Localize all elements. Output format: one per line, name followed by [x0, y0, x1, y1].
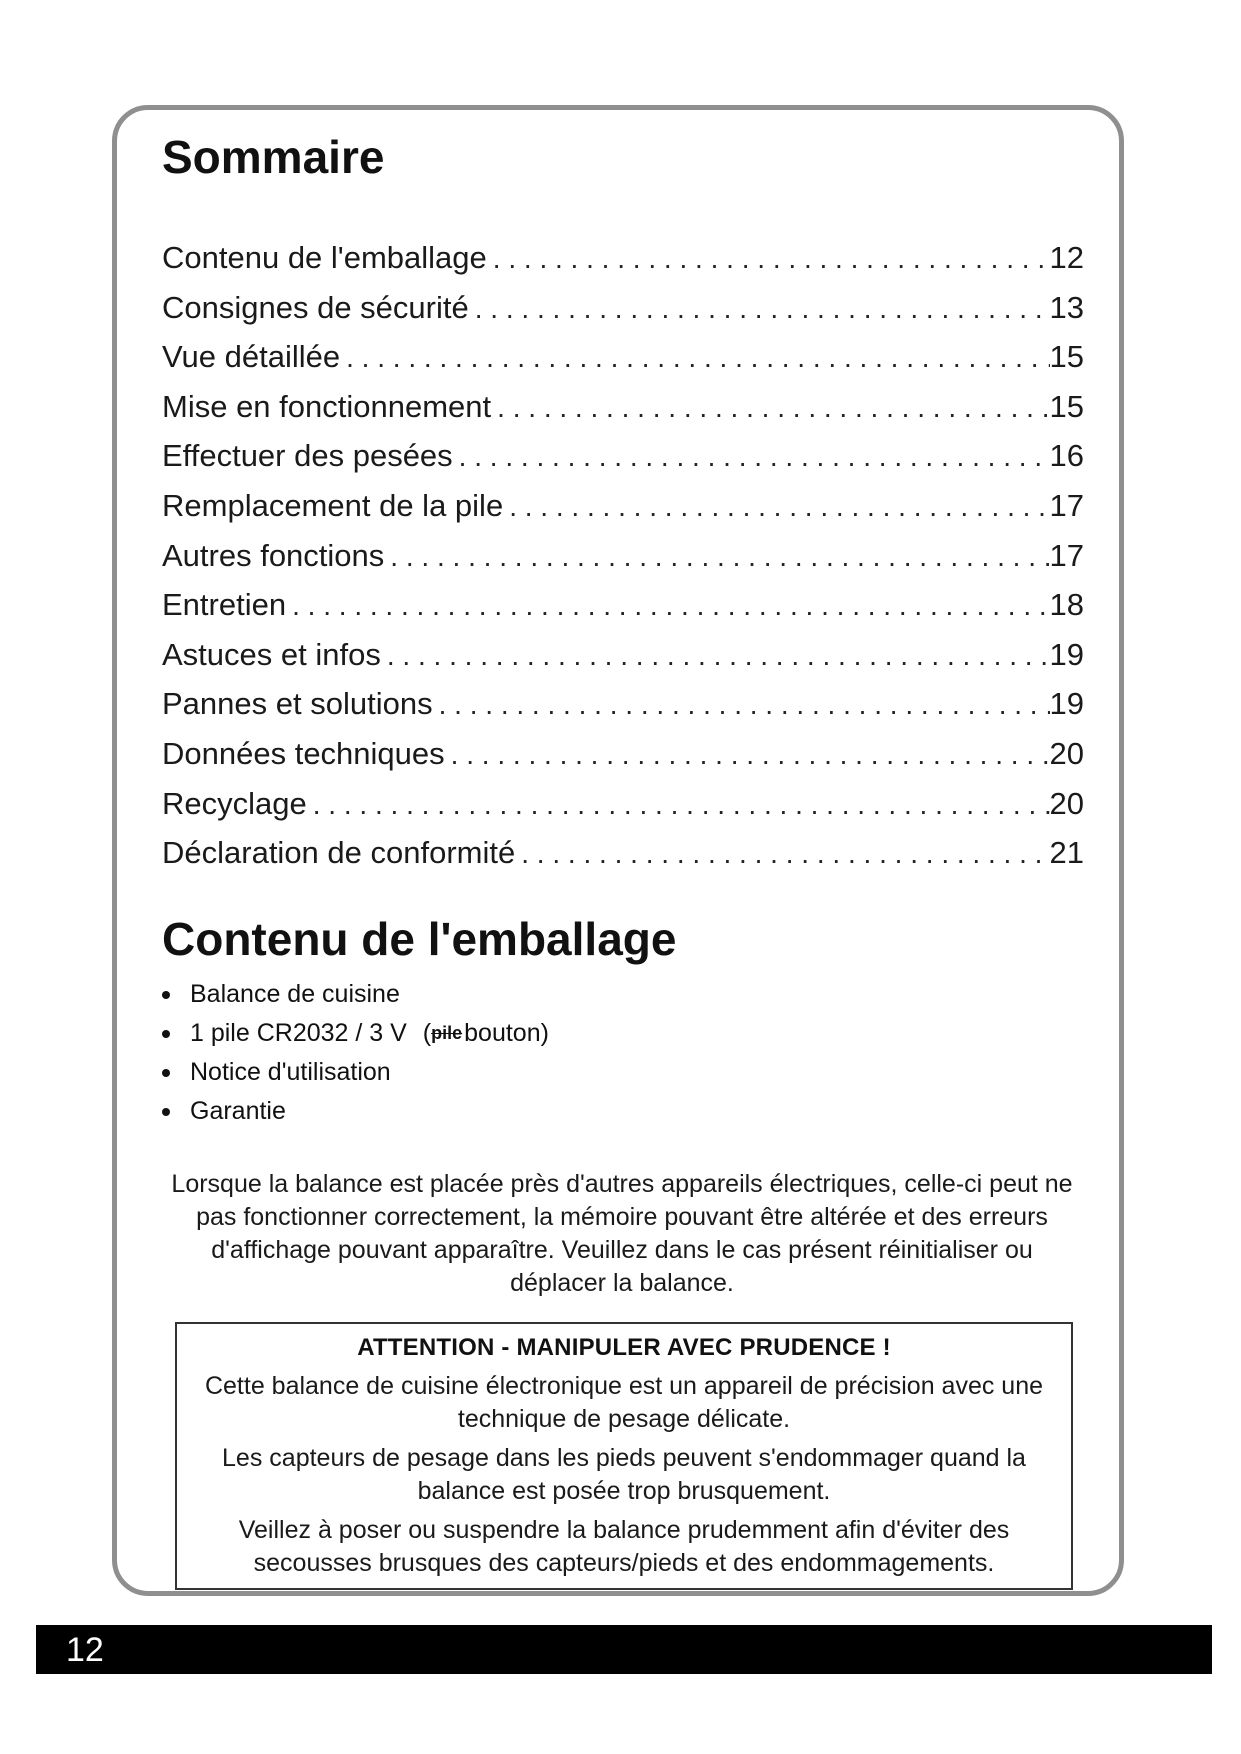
toc-leader-dots — [521, 838, 1049, 870]
bullet-icon — [162, 991, 170, 999]
list-item — [162, 1014, 549, 1053]
toc-leader-dots — [493, 243, 1050, 275]
toc-entry — [162, 488, 1084, 538]
toc-entry-label: Recyclage — [162, 785, 307, 821]
list-item — [162, 1092, 549, 1131]
toc-entry — [162, 240, 1084, 290]
toc-entry — [162, 389, 1084, 439]
toc-entry-label: Consignes de sécurité — [162, 289, 469, 325]
toc-entry-label: Remplacement de la pile — [162, 487, 504, 523]
toc-leader-dots — [346, 342, 1049, 374]
toc-leader-dots — [509, 491, 1049, 523]
toc-leader-dots — [459, 441, 1050, 473]
pile-icon: pile — [431, 1023, 463, 1043]
toc-entry-page: 17 — [1049, 537, 1084, 573]
toc-leader-dots — [475, 293, 1050, 325]
list-item-text: Balance de cuisine — [190, 980, 400, 1008]
warning-paragraph: Veillez à poser ou suspendre la balance prudemment afin d'éviter des secousses brusques des capteurs/pieds et des endommagements. — [238, 1516, 1010, 1577]
package-contents-list — [162, 975, 549, 1131]
toc-leader-dots — [313, 789, 1050, 821]
toc-entry-label: Déclaration de conformité — [162, 835, 516, 871]
toc-leader-dots — [387, 640, 1050, 672]
toc-entry-page: 21 — [1049, 835, 1084, 871]
toc-entry-label: Effectuer des pesées — [162, 438, 453, 474]
toc-entry — [162, 637, 1084, 687]
warning-box — [175, 1322, 1073, 1590]
toc-entry — [162, 686, 1084, 736]
interference-note: Lorsque la balance est placée près d'autres appareils électriques, celle-ci peut ne pas fonctionner correctement, la mémoire pouvant être altérée et des erreurs d'affichage pouvant apparaître. Veuillez dans le cas présent réinitialiser ou déplacer la balance. — [171, 1170, 1073, 1297]
toc-entry-page: 12 — [1049, 240, 1084, 275]
section-title: Contenu de l'emballage — [162, 913, 677, 965]
list-item — [162, 975, 549, 1014]
warning-paragraph: Cette balance de cuisine électronique est un appareil de précision avec une technique de pesage délicate. — [204, 1372, 1044, 1433]
toc-entry — [162, 736, 1084, 786]
toc-entry-label: Astuces et infos — [162, 636, 381, 672]
toc-entry — [162, 290, 1084, 340]
toc-entry-page: 15 — [1049, 388, 1084, 424]
toc-entry-page: 20 — [1049, 735, 1084, 771]
toc-entry-page: 19 — [1049, 636, 1084, 672]
toc-leader-dots — [497, 392, 1049, 424]
toc-entry — [162, 835, 1084, 885]
list-item-text: Garantie — [190, 1097, 286, 1125]
toc-entry — [162, 339, 1084, 389]
toc-leader-dots — [292, 590, 1049, 622]
toc-entry-page: 17 — [1049, 487, 1084, 523]
bullet-icon — [162, 1108, 170, 1116]
toc-title: Sommaire — [162, 131, 385, 183]
toc-entry — [162, 538, 1084, 588]
toc-entry-label: Autres fonctions — [162, 537, 385, 573]
warning-paragraph: Les capteurs de pesage dans les pieds peuvent s'endommager quand la balance est posée trop brusquement. — [222, 1444, 1026, 1505]
toc-entry-page: 16 — [1049, 438, 1084, 474]
toc-leader-dots — [390, 541, 1049, 573]
toc-leader-dots — [451, 739, 1050, 771]
toc-leader-dots — [439, 689, 1050, 721]
toc-entry-page: 20 — [1049, 785, 1084, 821]
toc-entry-page: 13 — [1049, 289, 1084, 325]
bullet-icon — [162, 1069, 170, 1077]
bullet-icon — [162, 1030, 170, 1038]
toc-entry-page: 19 — [1049, 686, 1084, 722]
toc-entry-label: Entretien — [162, 587, 287, 623]
toc-entry-page: 15 — [1049, 339, 1084, 375]
table-of-contents — [162, 240, 1084, 885]
list-item-text-rest: bouton) — [464, 1019, 549, 1047]
page-number: 12 — [66, 1631, 104, 1669]
toc-entry — [162, 438, 1084, 488]
toc-entry-label: Pannes et solutions — [162, 686, 433, 722]
toc-entry — [162, 786, 1084, 836]
toc-entry-label: Données techniques — [162, 735, 445, 771]
toc-entry-label: Mise en fonctionnement — [162, 388, 492, 424]
toc-entry-label: Vue détaillée — [162, 339, 341, 375]
list-item-text: Notice d'utilisation — [190, 1058, 391, 1086]
toc-entry-page: 18 — [1049, 587, 1084, 623]
footer-bar — [36, 1625, 1212, 1674]
paren-open: ( — [422, 1019, 432, 1047]
toc-entry — [162, 587, 1084, 637]
list-item — [162, 1053, 549, 1092]
list-item-text: 1 pile CR2032 / 3 V — [190, 1019, 407, 1047]
warning-title: ATTENTION - MANIPULER AVEC PRUDENCE ! — [357, 1334, 891, 1361]
toc-entry-label: Contenu de l'emballage — [162, 240, 487, 275]
